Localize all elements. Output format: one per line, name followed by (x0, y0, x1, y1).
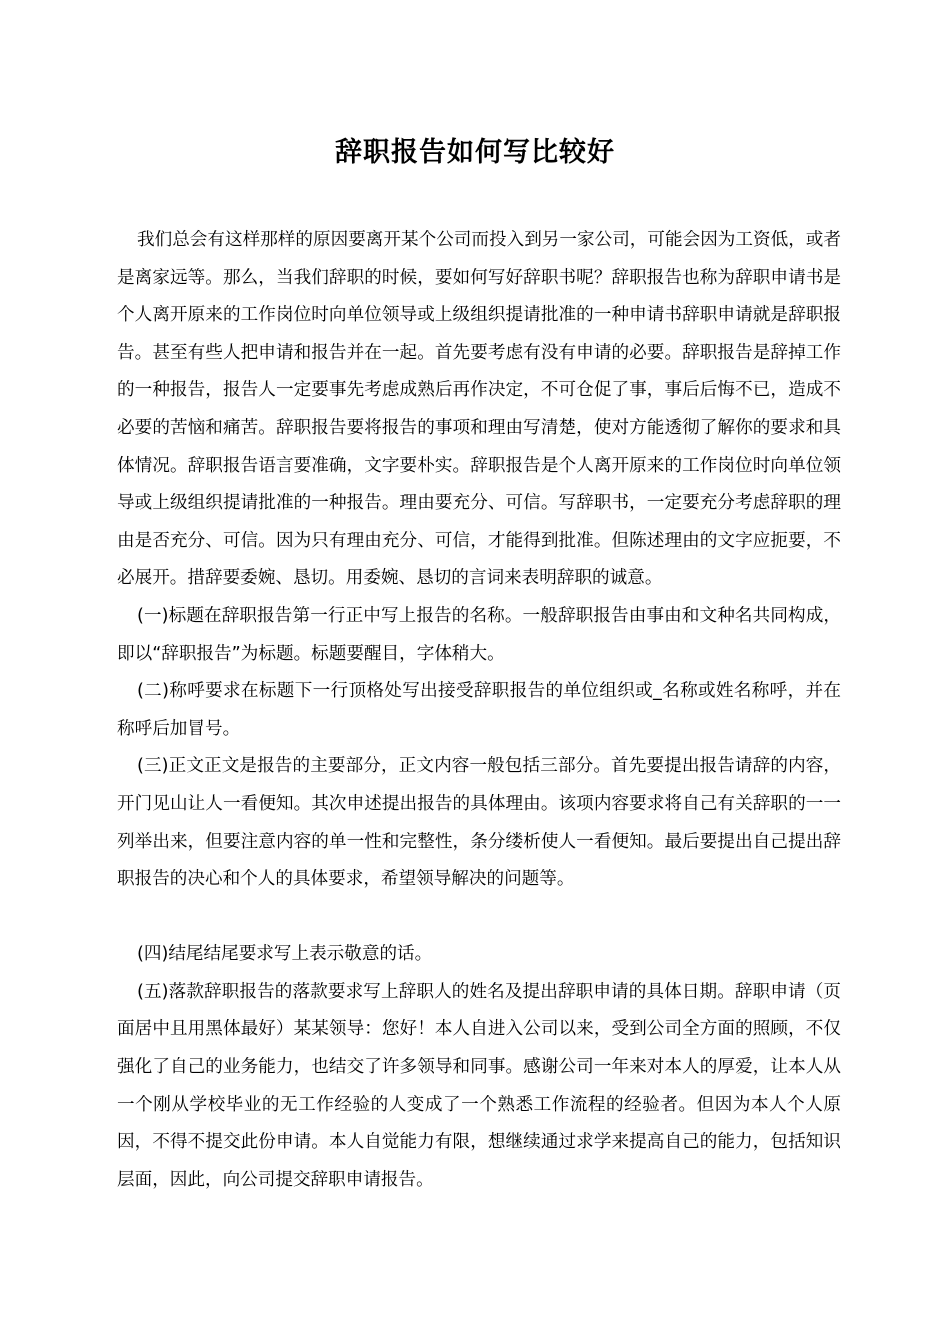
paragraph-section-5-signature: (五)落款辞职报告的落款要求写上辞职人的姓名及提出辞职申请的具体日期。辞职申请（页面居中且用黑体最好）某某领导：您好！本人自进入公司以来，受到公司全方面的照顾，不仅强化了自己的业务能力，也结交了许多领导和同事。感谢公司一年来对本人的厚爱，让本人从一个刚从学校毕业的无工作经验的人变成了一个熟悉工作流程的经验者。但因为本人个人原因，不得不提交此份申请。本人自觉能力有限，想继续通过求学来提高自己的能力，包括知识层面，因此，向公司提交辞职申请报告。 (117, 981, 841, 1190)
document-body (117, 222, 841, 1199)
document-title: 辞职报告如何写比较好 (335, 137, 615, 168)
paragraph-section-3-body: (三)正文正文是报告的主要部分，正文内容一般包括三部分。首先要提出报告请辞的内容，开门见山让人一看便知。其次申述提出报告的具体理由。该项内容要求将自己有关辞职的一一列举出来，但要注意内容的单一性和完整性，条分缕析使人一看便知。最后要提出自己提出辞职报告的决心和个人的具体要求，希望领导解决的问题等。 (117, 756, 841, 890)
paragraph-intro: 我们总会有这样那样的原因要离开某个公司而投入到另一家公司，可能会因为工资低，或者是离家远等。那么，当我们辞职的时候，要如何写好辞职书呢？辞职报告也称为辞职申请书是个人离开原来的工作岗位时向单位领导或上级组织提请批准的一种申请书辞职申请就是辞职报告。甚至有些人把申请和报告并在一起。首先要考虑有没有申请的必要。辞职报告是辞掉工作的一种报告，报告人一定要事先考虑成熟后再作决定，不可仓促了事，事后后悔不已，造成不必要的苦恼和痛苦。辞职报告要将报告的事项和理由写清楚，使对方能透彻了解你的要求和具体情况。辞职报告语言要准确，文字要朴实。辞职报告是个人离开原来的工作岗位时向单位领导或上级组织提请批准的一种报告。理由要充分、可信。写辞职书，一定要充分考虑辞职的理由是否充分、可信。因为只有理由充分、可信，才能得到批准。但陈述理由的文字应扼要，不必展开。措辞要委婉、恳切。用委婉、恳切的言词来表明辞职的诚意。 (117, 230, 841, 589)
paragraph-section-4-closing: (四)结尾结尾要求写上表示敬意的话。 (137, 944, 433, 965)
paragraph-section-1-title: (一)标题在辞职报告第一行正中写上报告的名称。一般辞职报告由事由和文种名共同构成，即以“辞职报告”为标题。标题要醒目，字体稍大。 (117, 605, 841, 664)
paragraph-section-2-salutation: (二)称呼要求在标题下一行顶格处写出接受辞职报告的单位组织或_名称或姓名称呼，并在称呼后加冒号。 (117, 681, 841, 739)
